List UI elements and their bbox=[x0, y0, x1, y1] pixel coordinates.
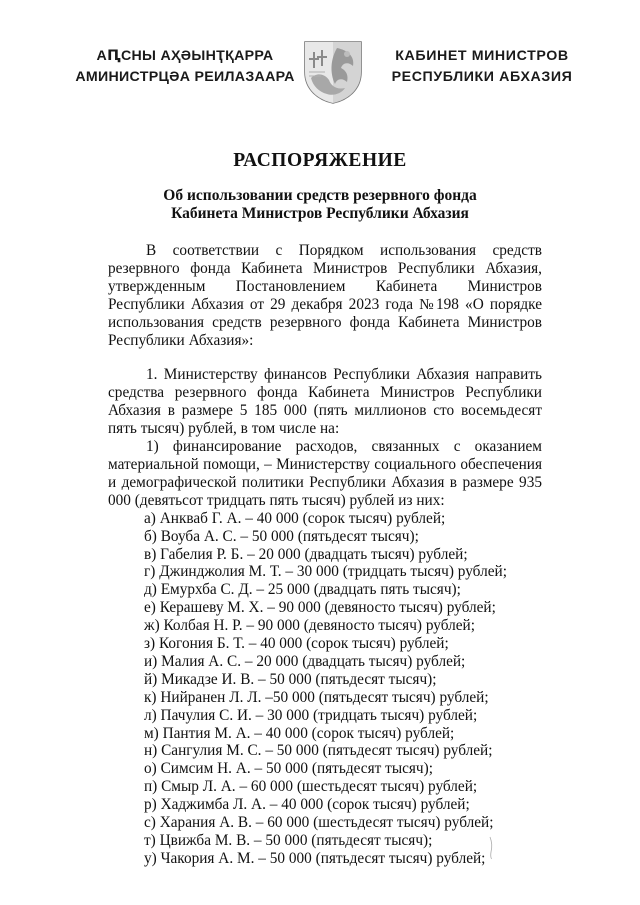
list-item: м) Пантия М. А. – 40 000 (сорок тысяч) рублей; bbox=[144, 724, 455, 742]
list-item: а) Анкваб Г. А. – 40 000 (сорок тысяч) рублей; bbox=[144, 509, 446, 527]
list-item: в) Габелия Р. Б. – 20 000 (двадцать тысяч) рублей; bbox=[144, 545, 468, 563]
letterhead bbox=[0, 38, 640, 98]
letterhead-abkhaz bbox=[70, 46, 300, 88]
list-item: к) Нийранен Л. Л. –50 000 (пятьдесят тысяч) рублей; bbox=[144, 688, 489, 706]
document-body bbox=[108, 242, 542, 868]
coat-of-arms-emblem-icon bbox=[301, 38, 365, 104]
list-item: п) Смыр Л. А. – 60 000 (шестьдесят тысяч) рублей; bbox=[144, 778, 478, 796]
list-item: е) Керашеву М. Х. – 90 000 (девяносто тысяч) рублей; bbox=[144, 599, 496, 617]
list-item: о) Симсим Н. А. – 50 000 (пятьдесят тысяч); bbox=[144, 760, 433, 778]
list-item: б) Воуба А. С. – 50 000 (пятьдесят тысяч); bbox=[144, 527, 419, 545]
document-subject bbox=[0, 187, 640, 223]
letterhead-russian-line2: РЕСПУБЛИКИ АБХАЗИЯ bbox=[391, 69, 573, 85]
list-item: и) Малия А. С. – 20 000 (двадцать тысяч) рублей; bbox=[144, 652, 466, 670]
recipients-list bbox=[108, 510, 542, 868]
list-item: г) Джинджолия М. Т. – 30 000 (тридцать тысяч) рублей; bbox=[144, 563, 507, 581]
subpoint-1-paragraph: 1) финансирование расходов, связанных с оказанием материальной помощи, – Министерству социального обеспечения и демографической политики Республики Абхазия в размере 935 000 (девятьсот тридцать пять тысяч) рублей из них: bbox=[108, 438, 542, 509]
list-item: ж) Колбая Н. Р. – 90 000 (девяносто тысяч) рублей; bbox=[144, 617, 475, 635]
list-item: с) Харания А. В. – 60 000 (шестьдесят тысяч) рублей; bbox=[144, 814, 494, 832]
letterhead-abkhaz-line1: АԤСНЫ АҲӘЫНҬҚАРРА bbox=[96, 48, 274, 64]
document-title: РАСПОРЯЖЕНИЕ bbox=[233, 150, 407, 171]
subject-line1: Об использовании средств резервного фонда bbox=[163, 187, 477, 204]
list-item: л) Пачулия С. И. – 30 000 (тридцать тысяч) рублей; bbox=[144, 706, 478, 724]
list-item: й) Микадзе И. В. – 50 000 (пятьдесят тысяч); bbox=[144, 670, 437, 688]
list-item: д) Емурхба С. Д. – 25 000 (двадцать пять тысяч); bbox=[144, 581, 461, 599]
preamble-paragraph: В соответствии с Порядком использования средств резервного фонда Кабинета Министров Республики Абхазия, утвержденным Постановлением Кабинета Министров Республики Абхазия от 29 декабря 2023 года №198 «О порядке использования средств резервного фонда Кабинета Министров Республики Абхазия»: bbox=[108, 242, 542, 349]
letterhead-abkhaz-line2: АМИНИСТРЦӘА РЕИЛАЗААРА bbox=[75, 69, 295, 85]
pen-mark bbox=[488, 836, 494, 860]
letterhead-russian bbox=[382, 46, 582, 88]
list-item: р) Хаджимба Л. А. – 40 000 (сорок тысяч) рублей; bbox=[144, 796, 470, 814]
list-item: н) Сангулия М. С. – 50 000 (пятьдесят тысяч) рублей; bbox=[144, 742, 493, 760]
point-1-paragraph: 1. Министерству финансов Республики Абхазия направить средства резервного фонда Кабинета Министров Республики Абхазия в размере 5 185 000 (пять миллионов сто восемьдесят пять тысяч) рублей, в том числе на: bbox=[108, 366, 542, 438]
list-item: т) Цвижба М. В. – 50 000 (пятьдесят тысяч); bbox=[144, 832, 433, 849]
list-item: у) Чакория А. М. – 50 000 (пятьдесят тысяч) рублей; bbox=[144, 849, 486, 867]
subject-line2: Кабинета Министров Республики Абхазия bbox=[171, 205, 469, 222]
list-item: з) Когония Б. Т. – 40 000 (сорок тысяч) рублей; bbox=[144, 635, 449, 653]
letterhead-russian-line1: КАБИНЕТ МИНИСТРОВ bbox=[395, 48, 569, 64]
